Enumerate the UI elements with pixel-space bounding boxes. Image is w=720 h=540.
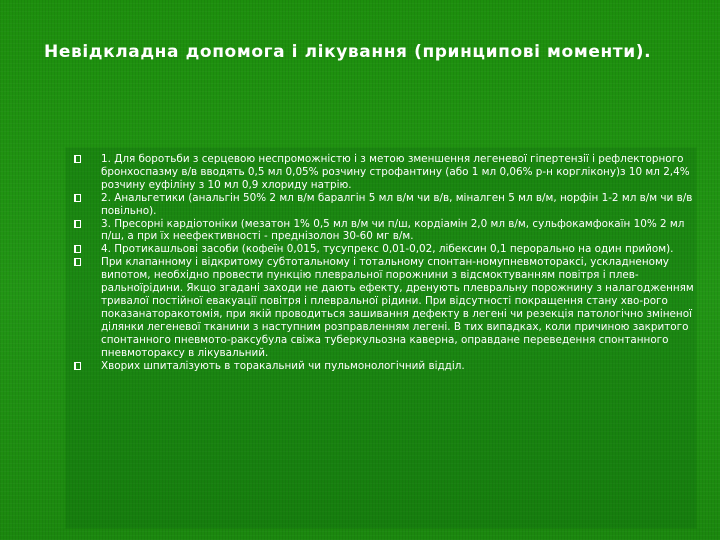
bullet-text: 3. Пресорні кардіотоніки (мезатон 1% 0,5 мл в/м чи п/ш, кордіамін 2,0 мл в/м, сульфокамфокаїн 10% 2 мл п/ш, а при їх неефективності - преднізолон 30-60 мг в/м. xyxy=(101,217,685,243)
bullet-text: При клапанному і відкритому субтотальному і тотальному спонтан-номупневмотораксі, ускладненому випотом, необхідно провести пункцію плевральної порожнини з відсмоктуванням повітря і плев-ральноїрідини. Якщо згадані заходи не дають ефекту, дренують плевральну порожнину з налагодженням тривалої постійної евакуації повітря і плевральної рідини. При відсутності покращення стану хво-рого показанаторакотомія, при якій проводиться зашивання дефекту в легені чи резекція патологічно зміненої ділянки легеневої тканини з наступним розправленням легені. В тих випадках, коли причиною закритого спонтанного пневмото-раксубула свіжа туберкульозна каверна, оправдане переведення спонтанного пневмотораксу в лікувальний. xyxy=(101,256,694,359)
bullet-text: 4. Протикашльові засоби (кофеїн 0,015, тусупрекс 0,01-0,02, лібексин 0,1 перорально на один прийом). xyxy=(101,243,674,256)
bullet-item-antitussives xyxy=(74,243,696,256)
slide-title: Невідкладна допомога і лікування (принципові моменти). xyxy=(44,42,652,62)
bullet-text: 1. Для боротьби з серцевою неспроможністю і з метою зменшення легеневої гіпертензії і рефлекторного бронхоспазму в/в вводять 0,5 мл 0,05% розчину строфантину (або 1 мл 0,06% р-н корглікону)з 10 мл 2,4% розчину еуфіліну з 10 мл 0,9 хлориду натрію. xyxy=(101,153,690,191)
bullet-item-pressor-cardiotonics xyxy=(74,218,696,244)
bullet-item-pneumothorax-treatment xyxy=(74,256,696,359)
square-bullet-icon xyxy=(74,258,81,266)
bullet-item-hospitalization xyxy=(74,360,696,373)
square-bullet-icon xyxy=(74,194,81,202)
square-bullet-icon xyxy=(74,155,81,163)
bullet-item-cardiac-failure xyxy=(74,153,696,192)
square-bullet-icon xyxy=(74,362,81,370)
bullet-text: Хворих шпиталізують в торакальний чи пульмонологічний відділ. xyxy=(101,359,465,372)
bullet-item-analgesics xyxy=(74,192,696,218)
bullet-list xyxy=(74,153,696,372)
square-bullet-icon xyxy=(74,220,81,228)
bullet-text: 2. Анальгетики (анальгін 50% 2 мл в/м баралгін 5 мл в/м чи в/в, мiналгeн 5 мл в/м, норфін 1-2 мл в/м чи в/в повільно). xyxy=(101,191,693,217)
square-bullet-icon xyxy=(74,245,81,253)
